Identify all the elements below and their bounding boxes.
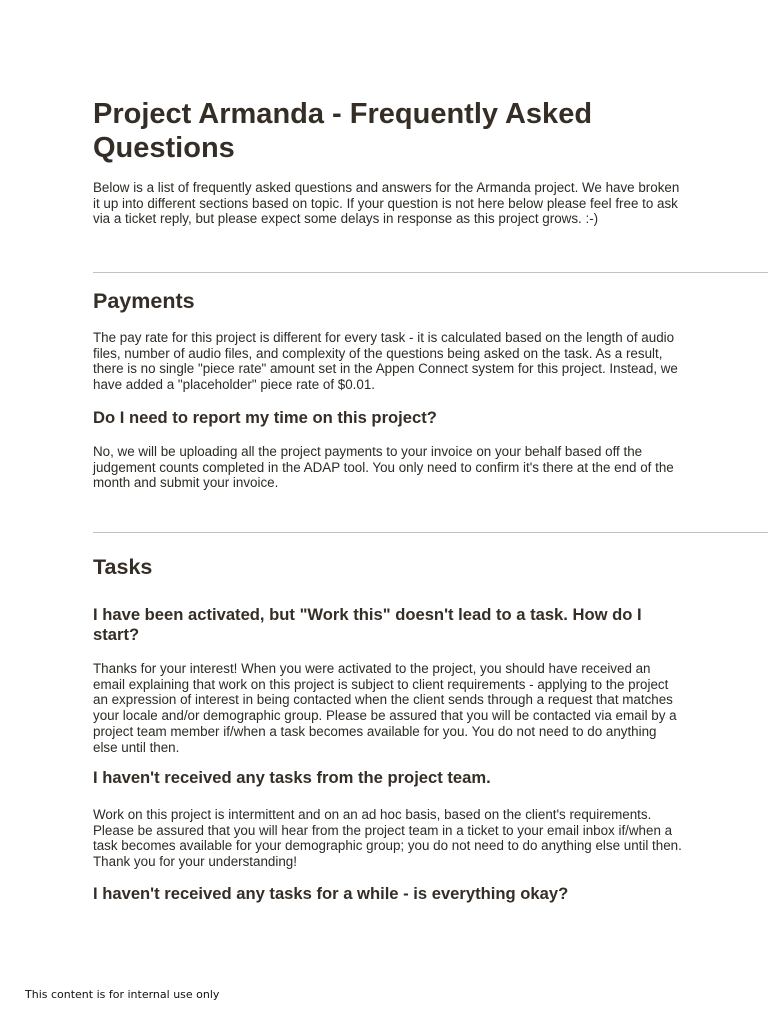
payments-paragraph: The pay rate for this project is different for every task - it is calculated based on the length of audio files, number of audio files, and complexity of the questions being asked on the task. As a result, there is no single "piece rate" amount set in the Appen Connect system for this project. Instead, we have added a "placeholder" piece rate of $0.01. bbox=[93, 330, 678, 393]
faq-question-no-tasks: I haven't received any tasks from the project team. bbox=[93, 768, 491, 787]
divider bbox=[93, 272, 768, 273]
section-title-tasks: Tasks bbox=[93, 555, 153, 579]
faq-question-work-this: I have been activated, but "Work this" doesn't lead to a task. How do I start? bbox=[93, 605, 642, 644]
faq-question-report-time: Do I need to report my time on this project? bbox=[93, 408, 437, 427]
faq-answer-report-time: No, we will be uploading all the project payments to your invoice on your behalf based off the judgement counts completed in the ADAP tool. You only need to confirm it's there at the end of the month and submit your invoice. bbox=[93, 444, 674, 491]
faq-question-no-tasks-while: I haven't received any tasks for a while - is everything okay? bbox=[93, 884, 569, 903]
section-title-payments: Payments bbox=[93, 289, 195, 313]
divider bbox=[93, 532, 768, 533]
page-header bbox=[93, 97, 683, 227]
faq-answer-no-tasks: Work on this project is intermittent and on an ad hoc basis, based on the client's requirements. Please be assured that you will hear from the project team in a ticket to your email inbox if/when a task becomes available for your demographic group; you do not need to do anything else until then. Thank you for your understanding! bbox=[93, 807, 682, 870]
page-title: Project Armanda - Frequently Asked Questions bbox=[93, 98, 593, 164]
footer-note: This content is for internal use only bbox=[25, 988, 220, 1001]
intro-paragraph: Below is a list of frequently asked questions and answers for the Armanda project. We have broken it up into different sections based on topic. If your question is not here below please feel free to ask via a ticket reply, but please expect some delays in response as this project grows. :-) bbox=[93, 180, 680, 227]
faq-answer-work-this: Thanks for your interest! When you were activated to the project, you should have received an email explaining that work on this project is subject to client requirements - applying to the project an expression of interest in being contacted when the client sends through a request that matches your locale and/or demographic group. Please be assured that you will be contacted via email by a project team member if/when a task becomes available for you. You do not need to do anything else until then. bbox=[93, 661, 677, 755]
